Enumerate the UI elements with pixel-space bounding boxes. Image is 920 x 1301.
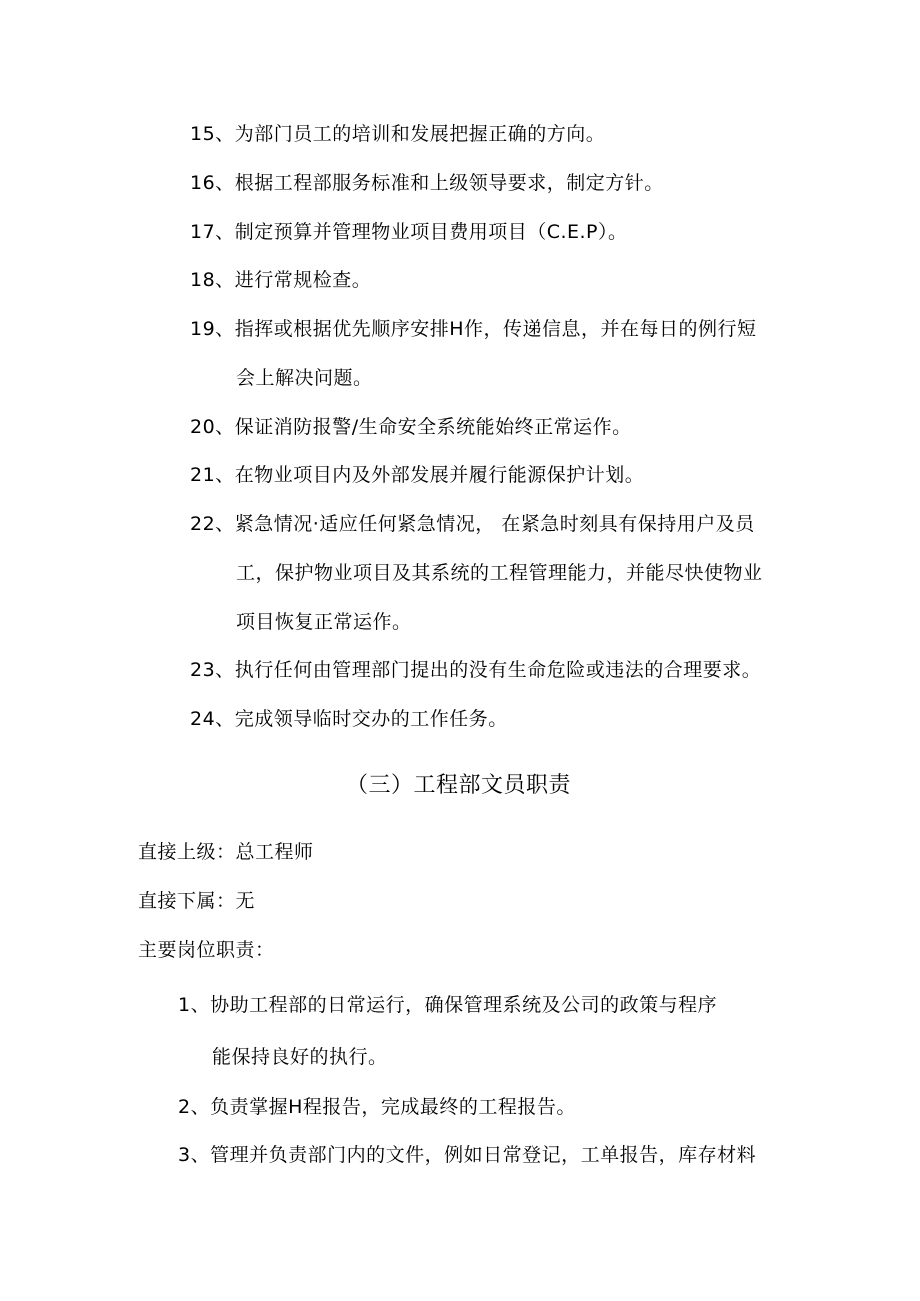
duties-label: 主要岗位职责： [138, 939, 275, 961]
item-text: 为部门员工的培训和发展把握正确的方向。 [234, 123, 606, 145]
duty-item-1-cont: 能保持良好的执行。 [212, 1046, 388, 1068]
item-number: 19、 [190, 318, 235, 340]
list-item-18 [190, 268, 371, 292]
list-item-19 [190, 317, 756, 341]
item-number: 23、 [190, 659, 235, 681]
list-item-16 [190, 171, 664, 195]
duty-item-3 [178, 1143, 756, 1167]
list-item-22-cont-1: 工，保护物业项目及其系统的工程管理能力，并能尽快使物业 [236, 562, 763, 584]
duty-item-1 [178, 993, 717, 1017]
item-text: 紧急情况·适应任何紧急情况， 在紧急时刻具有保持用户及员 [234, 513, 755, 535]
list-item-23 [190, 658, 761, 682]
item-number: 18、 [190, 269, 235, 291]
item-text: 制定预算并管理物业项目费用项目（C.E.P）。 [234, 221, 628, 243]
list-item-17 [190, 220, 628, 244]
item-text: 协助工程部的日常运行，确保管理系统及公司的政策与程序 [210, 994, 718, 1016]
direct-subordinate: 直接下属：无 [138, 890, 256, 912]
list-item-20 [190, 415, 632, 439]
item-number: 3、 [178, 1144, 211, 1166]
item-number: 22、 [190, 513, 235, 535]
item-text: 负责掌握H程报告，完成最终的工程报告。 [210, 1096, 576, 1118]
item-number: 20、 [190, 416, 235, 438]
item-text: 在物业项目内及外部发展并履行能源保护计划。 [234, 464, 645, 486]
duty-item-2 [178, 1095, 576, 1119]
item-number: 15、 [190, 123, 235, 145]
item-number: 2、 [178, 1096, 211, 1118]
item-number: 24、 [190, 708, 235, 730]
list-item-22 [190, 512, 755, 536]
section-title: （三）工程部文员职责 [346, 773, 572, 798]
item-number: 16、 [190, 172, 235, 194]
list-item-24 [190, 707, 508, 731]
item-text: 完成领导临时交办的工作任务。 [234, 708, 508, 730]
item-text: 根据工程部服务标准和上级领导要求，制定方针。 [234, 172, 664, 194]
item-number: 21、 [190, 464, 235, 486]
list-item-21 [190, 463, 644, 487]
direct-superior: 直接上级：总工程师 [138, 841, 314, 863]
list-item-22-cont-2: 项目恢复正常运作。 [236, 611, 412, 633]
item-text: 管理并负责部门内的文件，例如日常登记，工单报告，库存材料 [210, 1144, 757, 1166]
list-item-19-cont: 会上解决问题。 [236, 367, 373, 389]
item-text: 进行常规检查。 [234, 269, 372, 291]
list-item-15 [190, 122, 605, 146]
item-text: 执行任何由管理部门提出的没有生命危险或违法的合理要求。 [234, 659, 762, 681]
item-number: 17、 [190, 221, 235, 243]
item-text: 保证消防报警/生命安全系统能始终正常运作。 [234, 416, 632, 438]
item-number: 1、 [178, 994, 211, 1016]
item-text: 指挥或根据优先顺序安排H作，传递信息，并在每日的例行短 [234, 318, 757, 340]
